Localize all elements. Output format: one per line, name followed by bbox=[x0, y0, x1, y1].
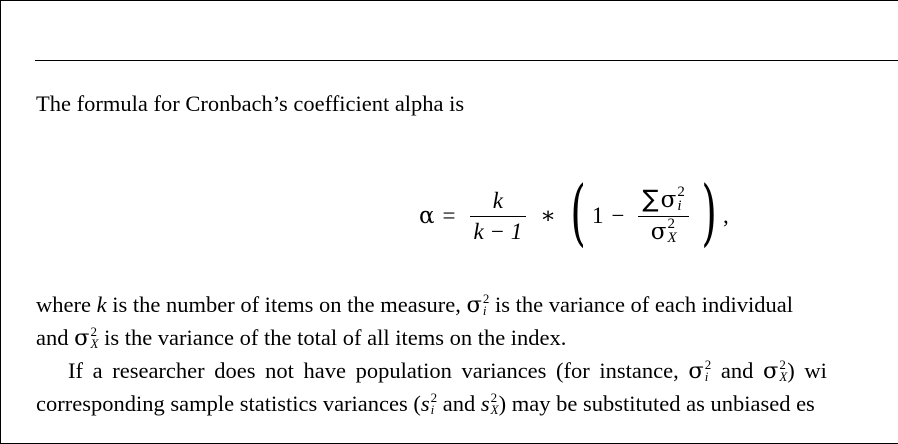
superscript-2: 2 bbox=[704, 356, 712, 372]
text-segment: and bbox=[437, 391, 481, 416]
left-parenthesis: ( bbox=[570, 170, 586, 254]
alpha-symbol: α bbox=[419, 203, 435, 229]
text-segment: where bbox=[36, 292, 97, 317]
s-i-scripts bbox=[430, 389, 438, 417]
equals-sign: = bbox=[442, 203, 456, 228]
equation-comma: , bbox=[722, 203, 729, 228]
sigma-symbol: σ bbox=[650, 219, 667, 245]
paragraph-line-1 bbox=[68, 358, 827, 385]
text-segment: corresponding sample statistics variances ( bbox=[36, 391, 421, 416]
sum-symbol: ∑ bbox=[642, 185, 659, 214]
k-over-k-minus-1-fraction bbox=[470, 186, 527, 247]
subscript-X: X bbox=[90, 335, 99, 351]
text-segment: and bbox=[711, 358, 763, 383]
variable-k: k bbox=[96, 292, 107, 317]
subscript-i: i bbox=[704, 368, 709, 384]
subscript-i: i bbox=[430, 401, 435, 417]
variance-ratio-fraction bbox=[638, 184, 688, 247]
superscript-2: 2 bbox=[90, 323, 97, 339]
superscript-2: 2 bbox=[779, 356, 786, 372]
sigma-symbol: σ bbox=[466, 292, 482, 318]
text-segment: ) wi bbox=[787, 358, 827, 383]
definition-line-1 bbox=[36, 292, 793, 319]
text-segment: is the variance of each individual bbox=[489, 292, 794, 317]
text-segment: is the number of items on the measure, bbox=[106, 292, 467, 317]
sigma-symbol: σ bbox=[762, 358, 779, 384]
sigma-symbol: σ bbox=[660, 187, 677, 214]
sigma-symbol: σ bbox=[688, 358, 704, 384]
sigma-x-scripts bbox=[667, 217, 676, 245]
horizontal-rule bbox=[35, 60, 898, 61]
fraction-denominator: k − 1 bbox=[473, 218, 523, 244]
subscript-X: X bbox=[490, 401, 499, 417]
sigma-i-scripts bbox=[677, 185, 685, 213]
superscript-2: 2 bbox=[667, 215, 675, 232]
sigma-symbol: σ bbox=[74, 325, 90, 351]
s-x-scripts bbox=[490, 389, 499, 417]
intro-text: The formula for Cronbach’s coefficient alpha is bbox=[36, 91, 465, 116]
superscript-2: 2 bbox=[677, 184, 685, 200]
minus-sign: − bbox=[611, 203, 625, 228]
superscript-2: 2 bbox=[430, 389, 438, 405]
subscript-i: i bbox=[482, 302, 487, 318]
variable-s: s bbox=[420, 391, 430, 416]
sigma-i-scripts bbox=[482, 290, 490, 318]
sigma-x-scripts bbox=[90, 323, 99, 351]
ratio-numerator bbox=[638, 184, 688, 216]
superscript-2: 2 bbox=[490, 389, 498, 405]
cronbach-alpha-equation bbox=[419, 171, 729, 261]
text-segment: is the variance of the total of all items on the index. bbox=[98, 325, 567, 350]
superscript-2: 2 bbox=[482, 290, 490, 306]
subscript-i: i bbox=[677, 198, 682, 214]
definition-line-2 bbox=[36, 325, 566, 352]
text-segment: If a researcher does not have population variances (for instance, bbox=[68, 358, 689, 383]
sigma-x-scripts bbox=[779, 356, 788, 384]
multiply-sign: ∗ bbox=[540, 203, 556, 228]
subscript-X: X bbox=[779, 368, 788, 384]
sigma-i-scripts bbox=[704, 356, 712, 384]
text-segment: ) may be substituted as unbiased es bbox=[498, 391, 815, 416]
text-segment: and bbox=[36, 325, 75, 350]
subscript-X: X bbox=[667, 229, 677, 246]
ratio-denominator bbox=[647, 217, 681, 248]
one: 1 bbox=[592, 203, 604, 228]
paragraph-line-2 bbox=[36, 391, 815, 418]
right-parenthesis: ) bbox=[701, 170, 717, 254]
fraction-numerator: k bbox=[492, 187, 503, 213]
variable-s: s bbox=[480, 391, 490, 416]
